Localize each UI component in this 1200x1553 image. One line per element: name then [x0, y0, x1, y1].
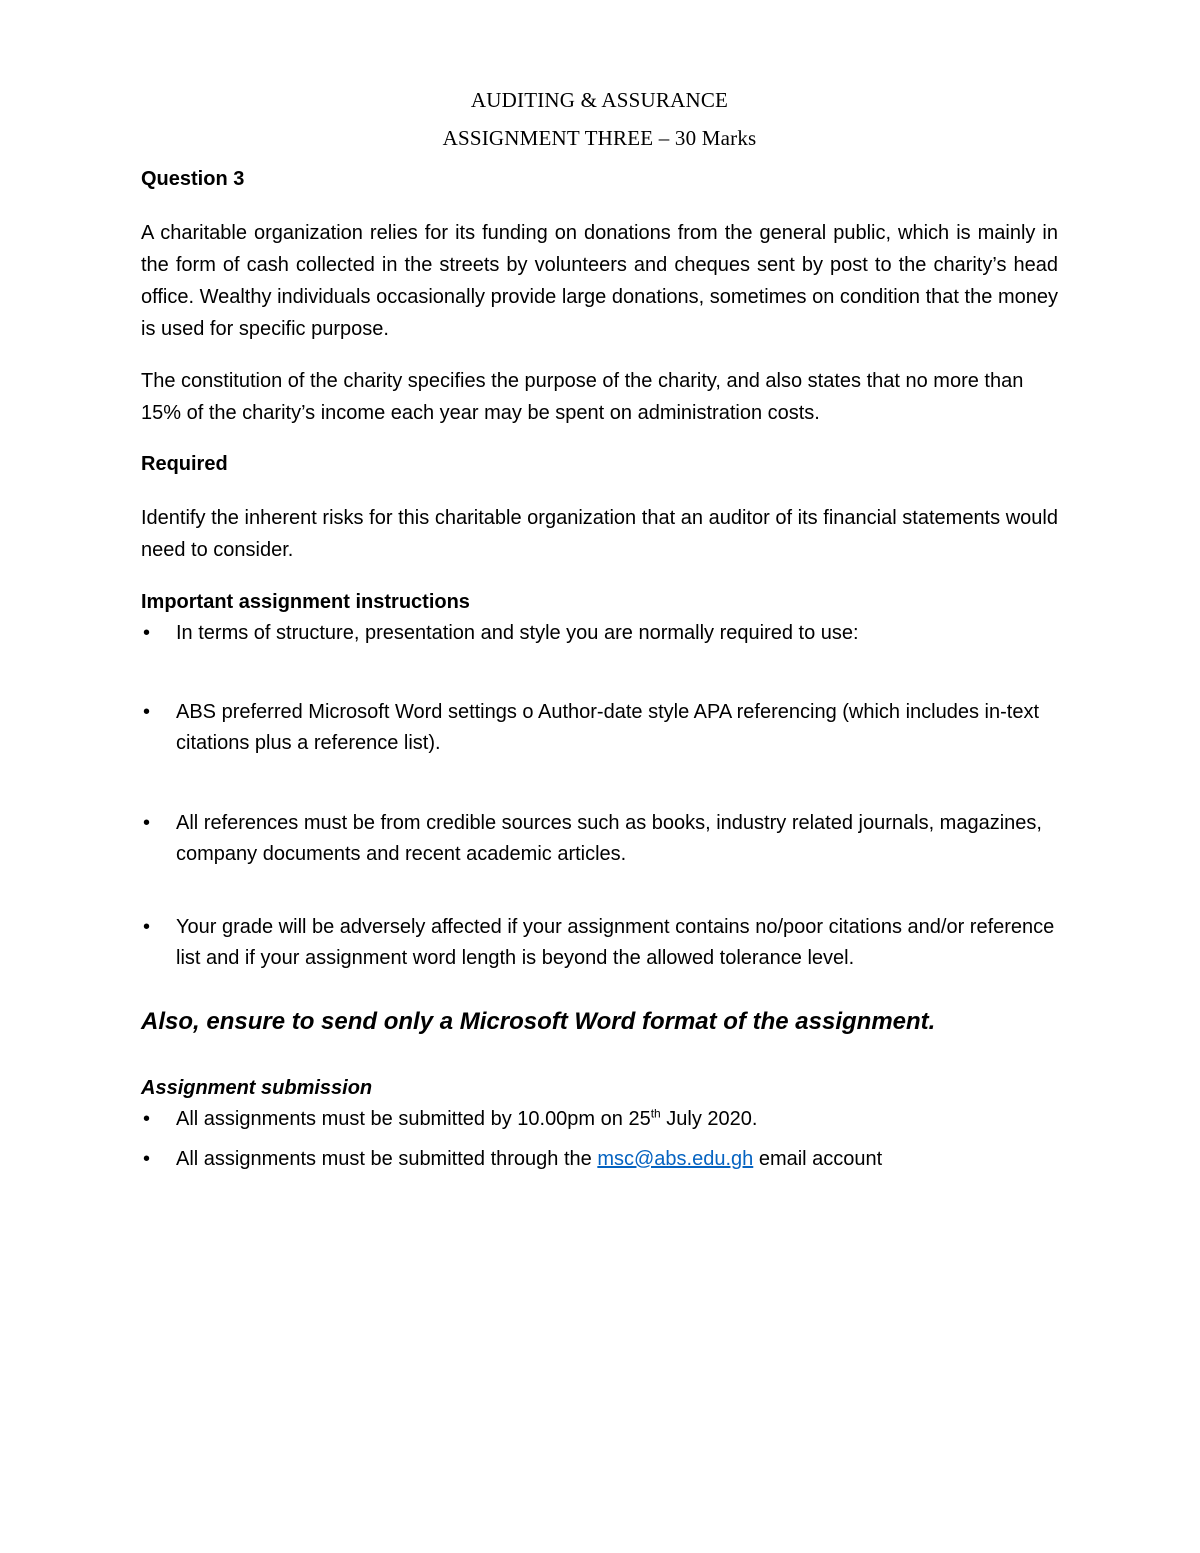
instruction-text: In terms of structure, presentation and style you are normally required to use:: [176, 622, 859, 644]
email-prefix: All assignments must be submitted through the: [176, 1148, 598, 1170]
question-paragraph-2: The constitution of the charity specifies the purpose of the charity, and also states that no more than 15% of the charity’s income each year may be spent on administration costs.: [141, 370, 1024, 424]
deadline-superscript: th: [650, 1106, 661, 1121]
deadline-suffix: July 2020.: [660, 1108, 758, 1130]
course-title: AUDITING & ASSURANCE: [470, 88, 729, 112]
bullet-icon: •: [143, 812, 151, 834]
email-suffix: email account: [753, 1148, 883, 1170]
bullet-icon: •: [143, 916, 151, 938]
required-text: Identify the inherent risks for this charitable organization that an auditor of its financial statements would need to consider.: [141, 507, 1058, 561]
question-heading: Question 3: [141, 168, 245, 190]
assignment-title: ASSIGNMENT THREE – 30 Marks: [442, 126, 757, 150]
instruction-text: All references must be from credible sources such as books, industry related journals, magazines, company documents and recent academic articles.: [176, 812, 1042, 865]
required-heading: Required: [141, 453, 228, 475]
instruction-text: ABS preferred Microsoft Word settings o Author-date style APA referencing (which includes in-text citations plus a reference list).: [176, 701, 1039, 754]
instruction-text: Your grade will be adversely affected if your assignment contains no/poor citations and/or reference list and if your assignment word length is beyond the allowed tolerance level.: [176, 916, 1055, 969]
deadline-prefix: All assignments must be submitted by 10.00pm on 25: [176, 1108, 651, 1130]
word-format-notice: Also, ensure to send only a Microsoft Word format of the assignment.: [141, 1008, 936, 1035]
email-link[interactable]: msc@abs.edu.gh: [597, 1148, 754, 1170]
document-page: [141, 0, 1058, 1553]
bullet-icon: •: [143, 1148, 151, 1170]
bullet-icon: •: [143, 701, 151, 723]
email-text: [176, 1144, 1058, 1175]
instructions-heading: Important assignment instructions: [141, 591, 470, 613]
bullet-icon: •: [143, 1108, 151, 1130]
question-paragraph-1: A charitable organization relies for its funding on donations from the general public, which is mainly in the form of cash collected in the streets by volunteers and cheques sent by post to the charity’s head office. Wealthy individuals occasionally provide large donations, sometimes on condition that the money is used for specific purpose.: [141, 222, 1058, 340]
deadline-text: [176, 1104, 1058, 1135]
bullet-icon: •: [143, 622, 151, 644]
submission-heading: Assignment submission: [141, 1077, 373, 1099]
